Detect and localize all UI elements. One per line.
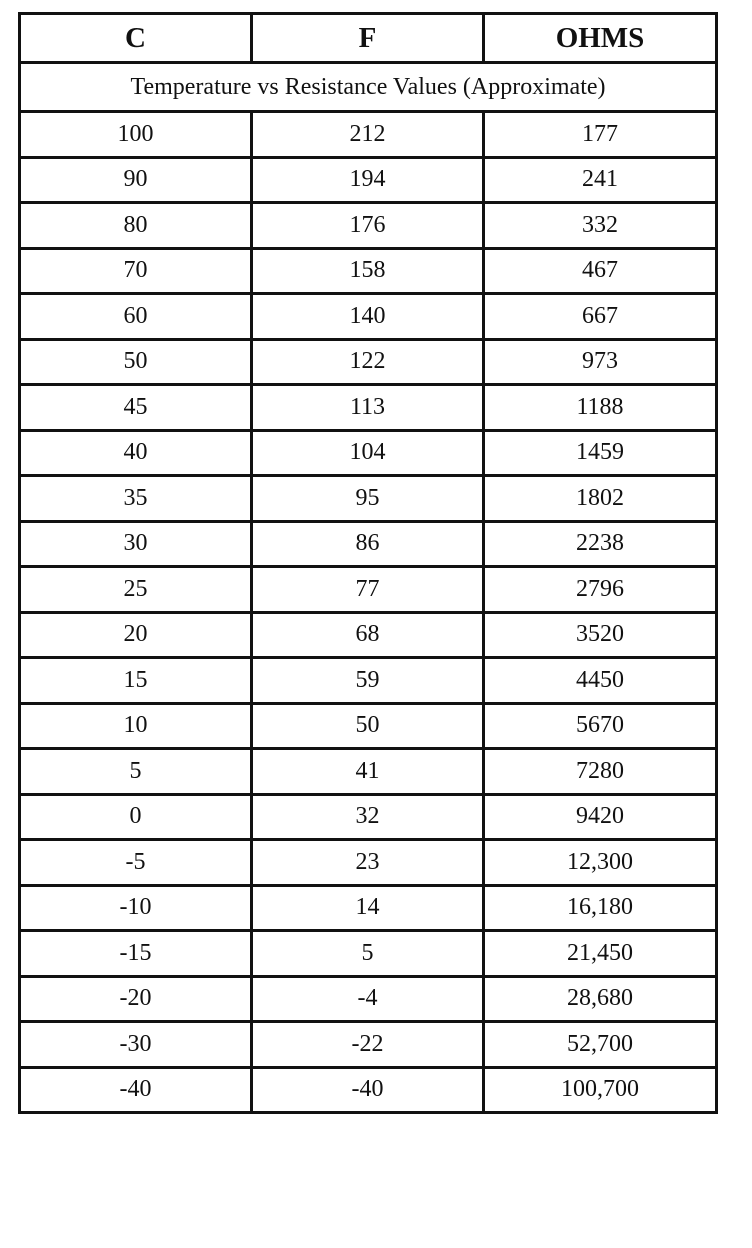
celsius-cell: 20	[20, 612, 252, 658]
table-row	[20, 112, 717, 158]
ohms-cell: 9420	[484, 794, 717, 840]
fahrenheit-cell: 158	[252, 248, 484, 294]
ohms-cell: 28,680	[484, 976, 717, 1022]
ohms-cell: 177	[484, 112, 717, 158]
celsius-cell: 30	[20, 521, 252, 567]
header-ohms: OHMS	[484, 14, 717, 63]
header-row	[20, 14, 717, 63]
subtitle-row	[20, 63, 717, 112]
fahrenheit-cell: 104	[252, 430, 484, 476]
celsius-cell: 45	[20, 385, 252, 431]
table-row	[20, 703, 717, 749]
table-row	[20, 658, 717, 704]
fahrenheit-cell: -4	[252, 976, 484, 1022]
table-row	[20, 931, 717, 977]
table-row	[20, 1022, 717, 1068]
ohms-cell: 1188	[484, 385, 717, 431]
fahrenheit-cell: 194	[252, 157, 484, 203]
celsius-cell: 25	[20, 567, 252, 613]
celsius-cell: -10	[20, 885, 252, 931]
fahrenheit-cell: 95	[252, 476, 484, 522]
ohms-cell: 332	[484, 203, 717, 249]
celsius-cell: 35	[20, 476, 252, 522]
fahrenheit-cell: 50	[252, 703, 484, 749]
ohms-cell: 1802	[484, 476, 717, 522]
table-header	[20, 14, 717, 63]
celsius-cell: 5	[20, 749, 252, 795]
celsius-cell: 100	[20, 112, 252, 158]
fahrenheit-cell: 14	[252, 885, 484, 931]
fahrenheit-cell: 113	[252, 385, 484, 431]
table-subtitle: Temperature vs Resistance Values (Approximate)	[20, 63, 717, 112]
ohms-cell: 21,450	[484, 931, 717, 977]
celsius-cell: 80	[20, 203, 252, 249]
ohms-cell: 973	[484, 339, 717, 385]
celsius-cell: 15	[20, 658, 252, 704]
celsius-cell: 70	[20, 248, 252, 294]
fahrenheit-cell: -40	[252, 1067, 484, 1113]
celsius-cell: 40	[20, 430, 252, 476]
table-row	[20, 840, 717, 886]
fahrenheit-cell: 176	[252, 203, 484, 249]
celsius-cell: -30	[20, 1022, 252, 1068]
ohms-cell: 52,700	[484, 1022, 717, 1068]
table-row	[20, 430, 717, 476]
table-row	[20, 385, 717, 431]
fahrenheit-cell: 212	[252, 112, 484, 158]
table-row	[20, 203, 717, 249]
ohms-cell: 3520	[484, 612, 717, 658]
table-row	[20, 339, 717, 385]
ohms-cell: 667	[484, 294, 717, 340]
celsius-cell: 60	[20, 294, 252, 340]
ohms-cell: 100,700	[484, 1067, 717, 1113]
fahrenheit-cell: 68	[252, 612, 484, 658]
ohms-cell: 467	[484, 248, 717, 294]
ohms-cell: 1459	[484, 430, 717, 476]
table-row	[20, 294, 717, 340]
ohms-cell: 12,300	[484, 840, 717, 886]
table-row	[20, 157, 717, 203]
fahrenheit-cell: 77	[252, 567, 484, 613]
ohms-cell: 241	[484, 157, 717, 203]
table-row	[20, 976, 717, 1022]
fahrenheit-cell: 23	[252, 840, 484, 886]
table-row	[20, 612, 717, 658]
table-row	[20, 521, 717, 567]
celsius-cell: -40	[20, 1067, 252, 1113]
celsius-cell: 10	[20, 703, 252, 749]
header-celsius: C	[20, 14, 252, 63]
ohms-cell: 7280	[484, 749, 717, 795]
table-row	[20, 794, 717, 840]
fahrenheit-cell: 32	[252, 794, 484, 840]
celsius-cell: 0	[20, 794, 252, 840]
table-row	[20, 248, 717, 294]
fahrenheit-cell: 122	[252, 339, 484, 385]
celsius-cell: -20	[20, 976, 252, 1022]
fahrenheit-cell: 140	[252, 294, 484, 340]
table-row	[20, 567, 717, 613]
fahrenheit-cell: 59	[252, 658, 484, 704]
table-row	[20, 885, 717, 931]
table-row	[20, 1067, 717, 1113]
fahrenheit-cell: 5	[252, 931, 484, 977]
temperature-resistance-table	[18, 12, 718, 1114]
ohms-cell: 2238	[484, 521, 717, 567]
table-body	[20, 63, 717, 1113]
celsius-cell: 90	[20, 157, 252, 203]
ohms-cell: 16,180	[484, 885, 717, 931]
celsius-cell: -5	[20, 840, 252, 886]
fahrenheit-cell: 86	[252, 521, 484, 567]
fahrenheit-cell: -22	[252, 1022, 484, 1068]
table-row	[20, 749, 717, 795]
ohms-cell: 5670	[484, 703, 717, 749]
ohms-cell: 2796	[484, 567, 717, 613]
table-row	[20, 476, 717, 522]
header-fahrenheit: F	[252, 14, 484, 63]
celsius-cell: -15	[20, 931, 252, 977]
celsius-cell: 50	[20, 339, 252, 385]
ohms-cell: 4450	[484, 658, 717, 704]
fahrenheit-cell: 41	[252, 749, 484, 795]
